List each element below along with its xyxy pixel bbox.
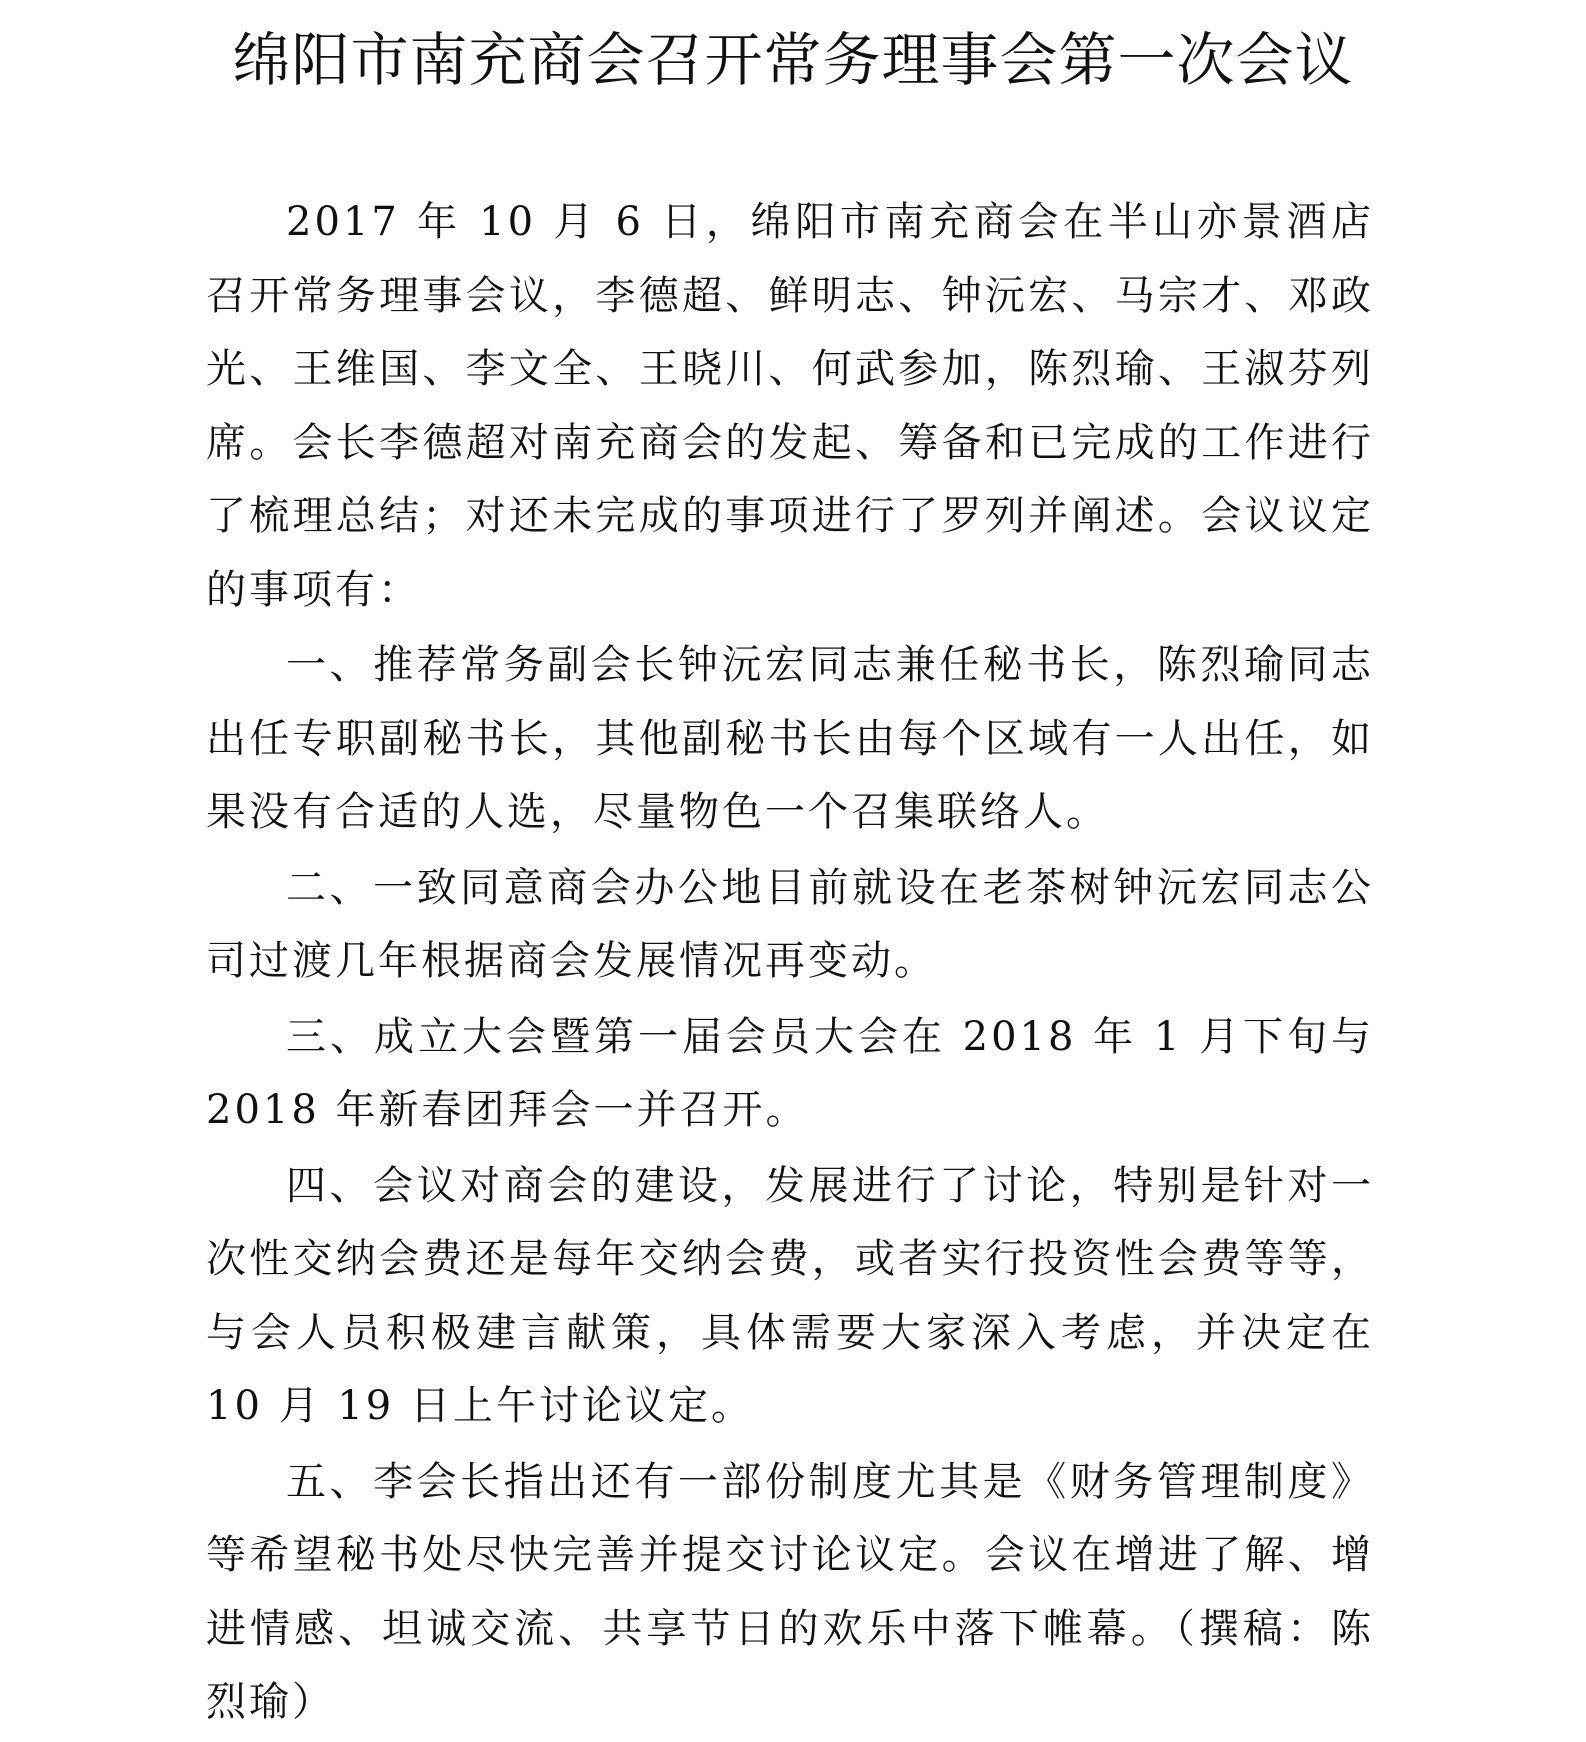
document-title: 绵阳市南充商会召开常务理事会第一次会议 [232,26,1354,94]
paragraph-item-4: 四、会议对商会的建设，发展进行了讨论，特别是针对一次性交纳会费还是每年交纳会费，或者实行投资性会费等等，与会人员积极建言献策，具体需要大家深入考虑，并决定在 10 月 19 日上午讨论议定。 [206,1162,1374,1429]
paragraph-intro: 2017 年 10 月 6 日，绵阳市南充商会在半山亦景酒店召开常务理事会议，李德超、鲜明志、钟沅宏、马宗才、邓政光、王维国、李文全、王晓川、何武参加，陈烈瑜、王淑芬列席。会长李德超对南充商会的发起、筹备和已完成的工作进行了梳理总结；对还未完成的事项进行了罗列并阐述。会议议定的事项有： [206,199,1374,613]
paragraph-item-1: 一、推荐常务副会长钟沅宏同志兼任秘书长，陈烈瑜同志出任专职副秘书长，其他副秘书长由每个区域有一人出任，如果没有合适的人选，尽量物色一个召集联络人。 [206,642,1374,835]
paragraph-item-5: 五、李会长指出还有一部份制度尤其是《财务管理制度》等希望秘书处尽快完善并提交讨论议定。会议在增进了解、增进情感、坦诚交流、共享节日的欢乐中落下帷幕。（撰稿：陈烈瑜） [206,1458,1374,1725]
document-body [206,186,1374,1742]
paragraph-item-3: 三、成立大会暨第一届会员大会在 2018 年 1 月下旬与 2018 年新春团拜会一并召开。 [206,1013,1374,1133]
paragraph-item-2: 二、一致同意商会办公地目前就设在老茶树钟沅宏同志公司过渡几年根据商会发展情况再变动。 [206,864,1374,984]
